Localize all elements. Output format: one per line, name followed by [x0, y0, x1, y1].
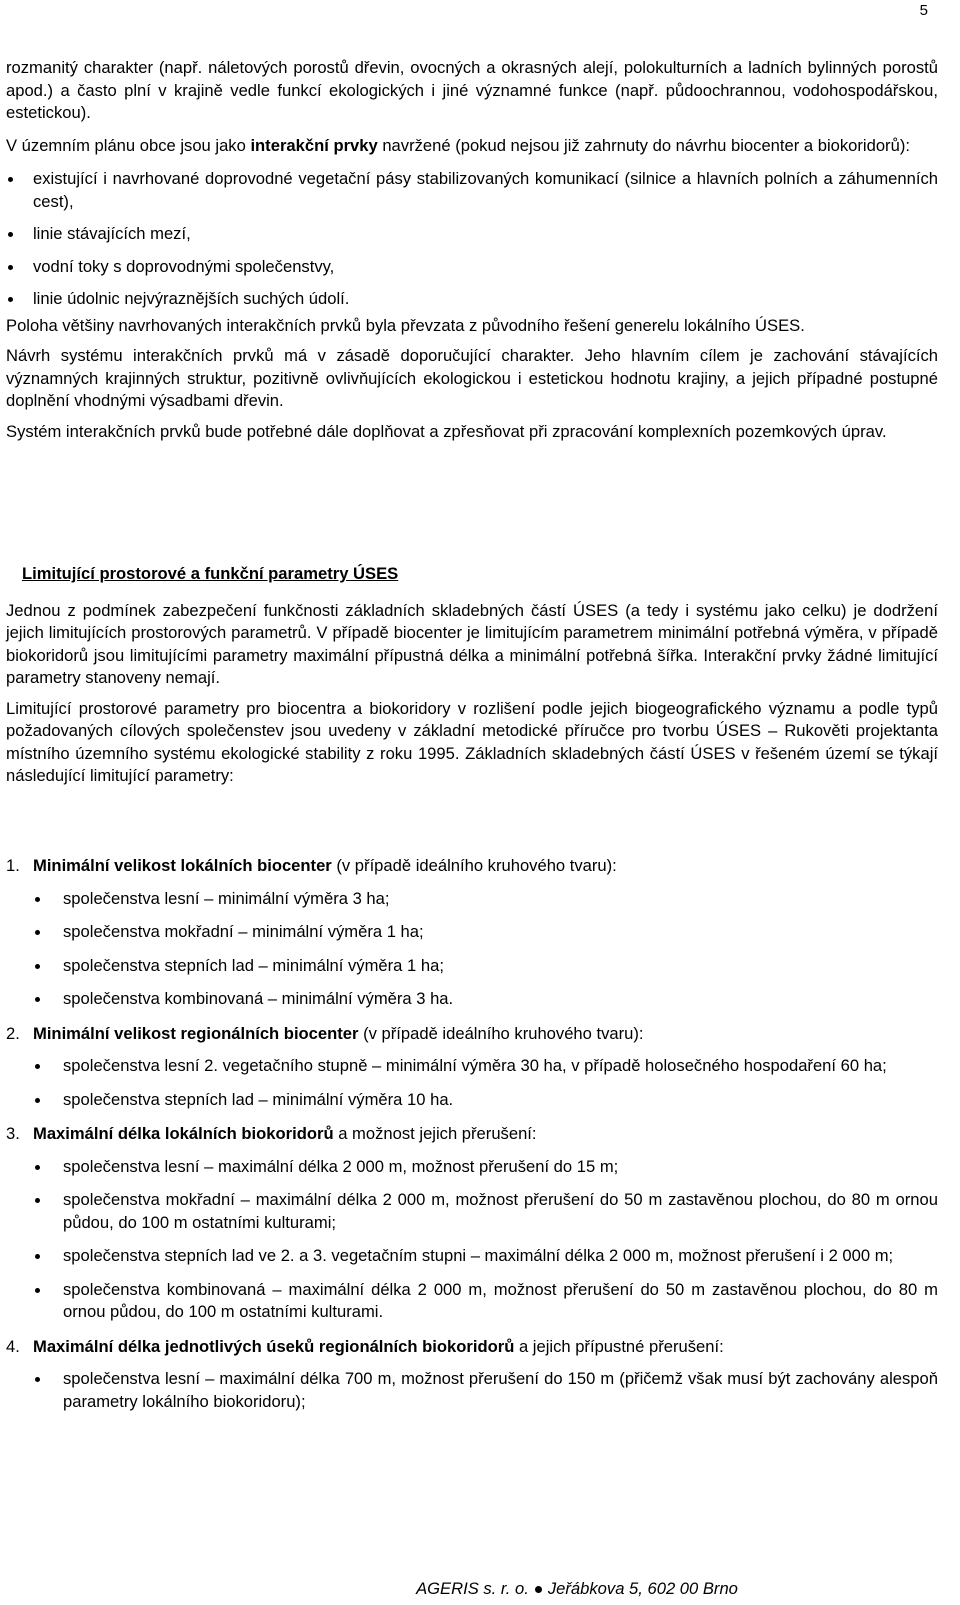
list-item: společenstva mokřadní – minimální výměra 1 ha;: [6, 921, 938, 944]
item-title-rest: (v případě ideálního kruhového tvaru):: [358, 1023, 644, 1043]
interaction-elements-list: [6, 168, 938, 311]
parameter-item-1: [6, 855, 938, 1011]
item-title: Maximální délka jednotlivých úseků regionálních biokoridorů: [33, 1336, 515, 1356]
list-item: společenstva lesní – maximální délka 700 m, možnost přerušení do 150 m (přičemž však musí být zachovány alespoň parametry lokálního biokoridoru);: [6, 1368, 938, 1413]
document-page: [6, 0, 938, 1605]
item-number: 2.: [6, 1023, 20, 1043]
parameter-item-3: [6, 1123, 938, 1324]
list-item: společenstva lesní – minimální výměra 3 ha;: [6, 888, 938, 911]
item-title-rest: a jejich přípustné přerušení:: [514, 1336, 724, 1356]
intro-paragraph-1: rozmanitý charakter (např. náletových porostů dřevin, ovocných a okrasných alejí, polokulturních a ladních bylinných porostů apod.) a často plní v krajině vedle funkcí ekologických i jiné významné funkce (např. půdoochrannou, vodohospodářskou, estetickou).: [6, 58, 938, 122]
section-paragraph-1: Jednou z podmínek zabezpečení funkčnosti základních skladebných částí ÚSES (a tedy i systému jako celku) je dodržení jejich limitujících prostorových parametrů. V případě biocenter je limitujícím parametrem minimální potřebná výměra, v případě biokoridorů jsou limitujícími parametry maximální přípustná délka a minimální potřebná šířka. Interakční prvky žádné limitující parametry stanoveny nemají.: [6, 600, 938, 687]
item-bullets: [6, 1156, 938, 1324]
list-item: společenstva stepních lad – minimální výměra 10 ha.: [6, 1089, 938, 1112]
list-item: společenstva lesní – maximální délka 2 000 m, možnost přerušení do 15 m;: [6, 1156, 938, 1179]
item-title: Maximální délka lokálních biokoridorů: [33, 1124, 334, 1143]
list-item: společenstva stepních lad ve 2. a 3. vegetačním stupni – maximální délka 2 000 m, možnost přerušení i 2 000 m;: [6, 1245, 938, 1268]
bullet-separator-icon: [535, 1586, 542, 1593]
item-bullets: [6, 1055, 938, 1111]
parameter-item-4: [6, 1336, 938, 1414]
list-item: linie údolnic nejvýraznějších suchých údolí.: [6, 288, 938, 311]
item-number: 1.: [6, 856, 20, 875]
list-item: společenstva kombinovaná – maximální délka 2 000 m, možnost přerušení do 50 m zastavěnou plochou, do 80 m ornou půdou, do 100 m ostatními kulturami.: [6, 1279, 938, 1324]
item-number: 3.: [6, 1124, 20, 1143]
list-item: existující i navrhované doprovodné vegetační pásy stabilizovaných komunikací (silnice a hlavních polních a záhumenních cest),: [6, 168, 938, 213]
intro-p2-text-end: navržené (pokud nejsou již zahrnuty do návrhu biocenter a biokoridorů):: [377, 135, 910, 155]
item-title: Minimální velikost lokálních biocenter: [33, 856, 332, 875]
parameter-item-2: [6, 1023, 938, 1112]
intro-paragraph-2: [6, 135, 938, 158]
item-title-rest: (v případě ideálního kruhového tvaru):: [331, 856, 617, 875]
intro-p2-bold: interakční prvky: [250, 135, 378, 155]
intro-paragraph-3: Poloha většiny navrhovaných interakčních prvků byla převzata z původního řešení generelu lokálního ÚSES.: [6, 315, 805, 335]
intro-section: [6, 57, 938, 443]
list-item: společenstva stepních lad – minimální výměra 1 ha;: [6, 955, 938, 978]
footer-address: Jeřábkova 5, 602 00 Brno: [547, 1579, 738, 1598]
limits-section: [6, 563, 938, 788]
item-title-rest: a možnost jejich přerušení:: [333, 1124, 537, 1143]
section-paragraph-2: Limitující prostorové parametry pro biocentra a biokoridory v rozlišení podle jejich biogeografického významu a podle typů požadovaných cílových společenstev jsou uvedeny v základní metodické příručce pro tvorbu ÚSES – Rukověti projektanta místního územního systému ekologické stability z roku 1995. Základních skladebných částí ÚSES v řešeném území se týkají následující limitující parametry:: [6, 698, 938, 785]
list-item: linie stávajících mezí,: [6, 223, 938, 246]
intro-paragraph-5: Systém interakčních prvků bude potřebné dále doplňovat a zpřesňovat při zpracování komplexních pozemkových úprav.: [6, 421, 887, 441]
section-heading: Limitující prostorové a funkční parametry ÚSES: [22, 564, 399, 583]
parameters-list: [6, 855, 938, 1413]
item-number: 4.: [6, 1336, 20, 1356]
page-number: 5: [919, 2, 928, 19]
item-bullets: [6, 888, 938, 1011]
page-footer: [6, 1578, 938, 1601]
list-item: společenstva lesní 2. vegetačního stupně – minimální výměra 30 ha, v případě holosečného hospodaření 60 ha;: [6, 1055, 938, 1078]
list-item: vodní toky s doprovodnými společenstvy,: [6, 256, 938, 279]
list-item: společenstva mokřadní – maximální délka 2 000 m, možnost přerušení do 50 m zastavěnou plochou, do 80 m ornou půdou, do 100 m ostatními kulturami;: [6, 1189, 938, 1234]
item-bullets: [6, 1368, 938, 1413]
item-title: Minimální velikost regionálních biocenter: [33, 1023, 359, 1043]
list-item: společenstva kombinovaná – minimální výměra 3 ha.: [6, 988, 938, 1011]
footer-company: AGERIS s. r. o.: [416, 1579, 529, 1598]
intro-paragraph-4: Návrh systému interakčních prvků má v zásadě doporučující charakter. Jeho hlavním cílem je zachování stávajících významných krajinných struktur, pozitivně ovlivňujících ekologickou i estetickou hodnotu krajiny, a jejich případné postupné doplnění vhodnými výsadbami dřevin.: [6, 346, 938, 410]
intro-p2-text: V územním plánu obce jsou jako: [6, 135, 251, 155]
